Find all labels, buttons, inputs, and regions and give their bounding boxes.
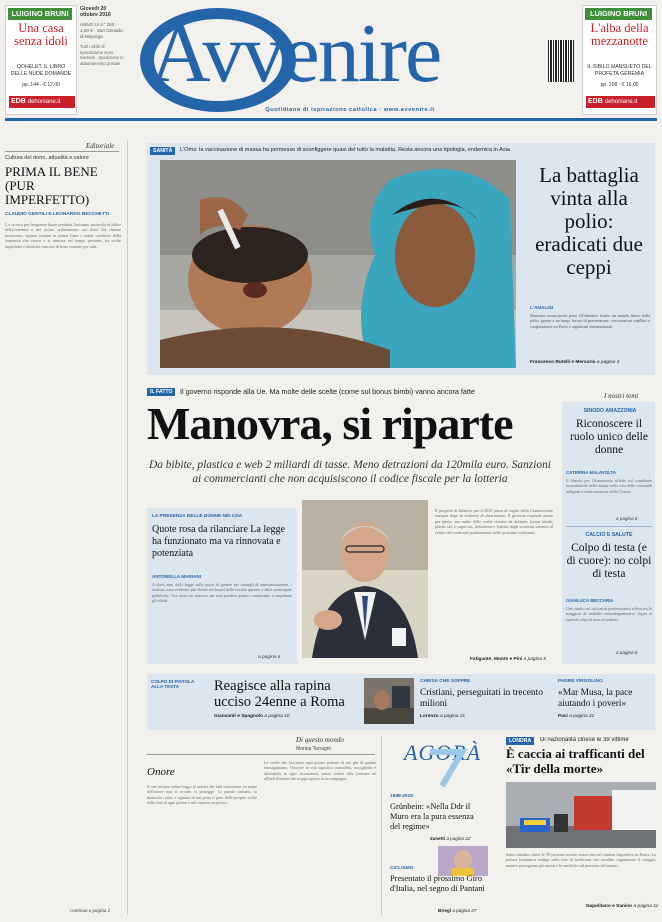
agora-logo[interactable]: AGORÀ <box>404 740 482 765</box>
band-item2-label: CHIESA CHE SOFFRE <box>420 679 471 684</box>
barcode <box>548 40 574 82</box>
lead-body: Il progetto di bilancio per il 2020 passa al vaglio della Commissione europea dopo le richieste di chiarimento. Il governo risponde punto per punto, ma molte delle scelte restano da definire: bonus bimbi, plastic tax e sugar tax, detrazioni e lotteria degli scontrini saranno al centro del confronto parlamentare nelle prossime settimane. <box>435 508 553 535</box>
band-item1-label: COLPO DI PISTOLA ALLA TESTA <box>151 679 195 689</box>
sidebar-item1-body: Il Sinodo per l'Amazzonia riflette sul contributo insostituibile delle donne nella vita delle comunità indigene e nella missione della Chiesa. <box>566 478 652 494</box>
left-book-ad[interactable] <box>5 5 77 115</box>
london-strap: Di nazionalità cinese le 39 vittime <box>540 737 629 743</box>
agora-seven-icon <box>424 748 468 788</box>
ad-book-title: L'alba della mezzanotte <box>590 21 649 48</box>
ad-price: pp. 208 - € 16,00 <box>600 82 639 88</box>
lead-deck: Da bibite, plastica e web 2 miliardi di tasse. Meno detrazioni da 120mila euro. Sanzioni ai commercianti che non acquisiscono il codice fiscale per la lotteria <box>149 459 551 485</box>
editorial-continue[interactable]: continua a pagina 2 <box>70 909 111 914</box>
robbery-photo[interactable] <box>364 678 414 724</box>
cover-story-headline[interactable]: La battaglia vinta alla polio: eradicati due ceppi <box>535 163 643 279</box>
quote-rosa-body: A dieci anni dalla legge sulle quote di genere nei consigli di amministrazione, i risultati sono evidenti: più donne nei board delle società quotate e delle partecipate pubbliche. Ora serve un rinnovo per non perdere quanto conquistato e ampliarne gli effetti. <box>152 582 292 604</box>
quote-rosa-title[interactable]: Quote rosa da rilanciare La legge ha funzionato ma va rinnovata e potenziata <box>152 524 285 559</box>
cover-story-strap: L'Oms: la vaccinazione di massa ha permesso di sconfiggere quasi del tutto la malattia. Resta ancora una tipologia, endemica in Asia <box>180 147 511 153</box>
band-item3-title[interactable]: «Mar Musa, la pace aiutando i poveri» <box>558 688 633 709</box>
editorial-authors: CLAUDIO GENTILI E LEONARDO BECCHETTI <box>5 212 110 217</box>
ad-publisher: EDB dehoniane.it <box>586 96 655 108</box>
quote-rosa-byline: ANTONELLA MARIANI <box>152 574 201 579</box>
column-divider <box>381 736 382 916</box>
issue-number: ANNO LII n° 250 · 1,50 € · San Geraldo di Mayorga <box>80 22 123 39</box>
divider <box>566 526 652 527</box>
sidebar-item1-title[interactable]: Riconoscere il ruolo unico delle donne <box>570 418 648 456</box>
editorial-kicker: Editoriale <box>86 142 115 150</box>
cover-story-tag: SANITÀ <box>150 147 175 155</box>
lead-headline[interactable]: Manovra, si riparte <box>147 398 513 449</box>
band-item2-byline: Lorenzo a pagina 21 <box>420 714 466 719</box>
agora-item2-title[interactable]: Presentato il prossimo Giro d'Italia, nel segno di Pantani <box>390 874 485 893</box>
lead-strap: Il governo risponde alla Ue. Ma molte delle scelte (come sul bonus bimbi) vanno ancora fatte <box>180 387 475 396</box>
right-book-ad[interactable] <box>582 5 657 115</box>
london-body: Sono cittadini cinesi le 39 persone trovate senza vita nel camion frigorifero in Essex. La polizia britannica indaga sulla rete di trafficanti che avrebbe organizzato il viaggio, mentre proseguono gli arresti e le verifiche sul percorso del mezzo. <box>506 852 656 868</box>
divider <box>147 754 375 755</box>
ad-book-subtitle: QOHELET, IL LIBRO DELLE NUDE DOMANDE <box>10 64 72 77</box>
sidebar-item1-byline: CATERINA MALAVOLTA <box>566 470 616 475</box>
lead-byline: Fatigante, Monte e Pini a pagina 5 <box>470 657 546 662</box>
london-tag: LONDRA <box>506 737 534 745</box>
band-item3-label: PADRE VIRGOLINO <box>558 679 603 684</box>
cover-dek-label: L'ANALISI <box>530 306 554 311</box>
sidebar-kicker: I nostri temi <box>604 392 639 400</box>
band-item1-byline: Giansanti e Spagnolo a pagina 10 <box>214 714 290 719</box>
sidebar-item2-byline: GIANLUCA BECCARIA <box>566 598 614 603</box>
issue-info <box>80 6 124 66</box>
divider <box>5 151 119 152</box>
column-kicker: Di questo mondo <box>296 736 344 744</box>
agora-item1-label: 1989-2019 <box>390 794 413 799</box>
editorial-section: Cultura del dono, attualità e valore <box>5 155 89 161</box>
column-divider <box>127 140 128 915</box>
lead-tag: IL FATTO <box>147 388 175 396</box>
sidebar-item1-label: SINODO AMAZZONIA <box>583 408 637 414</box>
agora-item1-title[interactable]: Grünbein: «Nella Ddr il Muro era la pura essenza del regime» <box>390 802 474 831</box>
quote-rosa-page[interactable]: a pagina 6 <box>258 655 281 660</box>
masthead-rule <box>5 118 657 121</box>
agora-item1-byline: Zanetti a pagina 22 <box>430 836 471 841</box>
london-byline: Napolitano e Sanino a pagina 11 <box>586 904 659 909</box>
editorial-body: L a ricerca per frequenze basse prodotta l'autunno, miracolo in bilico dell'economia e del nostro ordinamento: un dono che rimane necessario, eppure restano in prima linea i valori condivisi della comunità che cresce e si rinnova nel tempo presente, tra scelte imperfette e obiettivi concreti di bene comune per tutti. <box>5 222 121 249</box>
editorial-title[interactable]: PRIMA IL BENE (PUR IMPERFETTO) <box>5 164 98 207</box>
cover-dek-text: Mancano ormai pochi passi all'obiettivo finale: un mondo libero dalla polio, grazie a un lungo lavoro di prevenzione, vaccinazioni capillari e cooperazione tra Paesi e organismi internazionali. <box>530 313 650 329</box>
sidebar-item2-page[interactable]: a pagina 8 <box>616 650 638 655</box>
masthead-tagline: Quotidiano di ispirazione cattolica · www.avvenire.it <box>265 107 435 113</box>
sidebar-item2-body: Uno studio sui calciatori professionisti rileva rischi maggiori di malattie neurodegenerative legati ai ripetuti colpi di testa al pallone. <box>566 606 652 622</box>
quote-rosa-label: LA PRESENZA DELLE DONNE NEI CDA <box>152 514 243 519</box>
minister-photo[interactable] <box>302 500 428 658</box>
sidebar-item2-label: CALCIO E SALUTE <box>585 532 633 538</box>
ad-author-badge: LUIGINO BRUNI <box>8 8 72 20</box>
sidebar-item2-title[interactable]: Colpo di testa (e di cuore): no colpi di testa <box>566 542 652 580</box>
ad-price: pp. 144 - € 12,00 <box>22 82 60 88</box>
polio-vaccine-photo[interactable] <box>160 160 516 368</box>
issue-date: Giovedì 20 ottobre 2016 <box>80 6 111 18</box>
ad-book-subtitle: IL SIBILO MANSUETO DEL PROFETA GEREMIA <box>587 64 652 77</box>
truck-photo[interactable] <box>506 782 656 848</box>
ad-publisher: EDB dehoniane.it <box>9 96 75 108</box>
masthead-title[interactable]: Avvenire <box>150 7 441 100</box>
column-body-right: Le scelte che facciamo ogni giorno parlano di noi più di quanto immaginiamo. Onorare la vita significa custodirla, accoglierla e difenderla in ogni circostanza, senza cedere alla violenza né all'indifferenza che troppo spesso la accompagna. <box>264 760 376 782</box>
sidebar-item1-page[interactable]: a pagina 6 <box>616 516 638 521</box>
band-item2-title[interactable]: Cristiani, perseguitati in trecento milioni <box>420 688 543 709</box>
agora-item2-label: CICLISMO <box>390 866 414 871</box>
column-author: Marina Terragni <box>296 746 331 752</box>
band-item1-title[interactable]: Reagisce alla rapina ucciso 24enne a Roma <box>214 678 345 710</box>
cover-story-byline: Francesco Rutelli e Mercurio a pagina 3 <box>530 360 620 365</box>
agora-item2-byline: Briegl a pagina 27 <box>438 908 477 913</box>
ad-author-badge: LUIGINO BRUNI <box>585 8 652 20</box>
ad-book-title: Una casa senza idoli <box>14 21 68 48</box>
column-body-left: S ono tornata online leggo la notizia dei fatti terrorismo: in nome dell'onore non si uccide, si protegge. Le parole contano, la memoria conta, e ognuno di noi porta il peso delle proprie scelte nella vita di ogni giorno e nel rispetto reciproco. <box>147 784 257 806</box>
band-item3-byline: Paci a pagina 22 <box>558 714 595 719</box>
london-headline[interactable]: È caccia ai trafficanti del «Tir della morte» <box>506 746 645 776</box>
column-title[interactable]: Onore <box>147 766 175 778</box>
cycling-photo[interactable] <box>438 846 488 876</box>
edition-info: Tutti i diritti di riproduzione sono riservati · Spedizione in abbonamento postale <box>80 44 124 66</box>
